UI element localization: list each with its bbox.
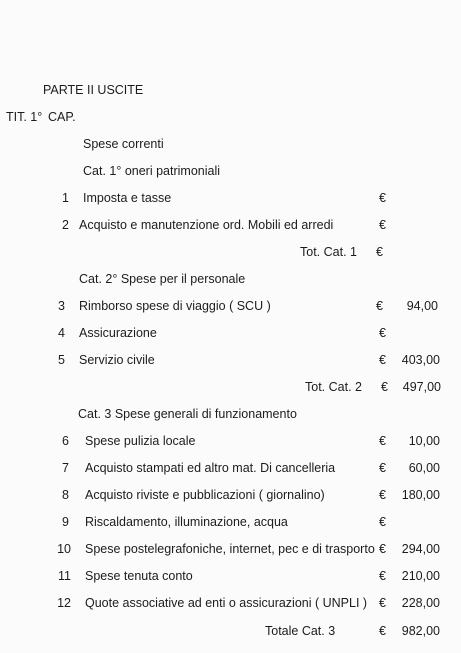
section-title: Spese correnti <box>83 137 164 151</box>
cat1-title: Cat. 1° oneri patrimoniali <box>83 164 221 178</box>
euro-sign: € <box>379 326 386 340</box>
item-number: 3 <box>58 299 65 313</box>
cat2-total-label: Tot. Cat. 2 <box>305 380 362 394</box>
item-amount: 94,00 <box>406 299 438 313</box>
euro-sign: € <box>379 191 386 205</box>
item-label: Acquisto e manutenzione ord. Mobili ed arredi <box>79 218 334 232</box>
euro-sign: € <box>379 515 386 529</box>
item-label: Rimborso spese di viaggio ( SCU ) <box>79 299 271 313</box>
item-label: Spese pulizia locale <box>85 434 196 448</box>
item-amount: 180,00 <box>401 488 440 502</box>
item-number: 2 <box>62 218 69 232</box>
euro-sign: € <box>379 353 386 367</box>
item-amount: 60,00 <box>408 461 440 475</box>
euro-sign: € <box>379 218 386 232</box>
item-number: 12 <box>57 596 71 610</box>
cat2-total-amount: 497,00 <box>402 380 441 394</box>
cat2-title: Cat. 2° Spese per il personale <box>79 272 246 286</box>
euro-sign: € <box>379 488 386 502</box>
euro-sign: € <box>379 434 386 448</box>
cat3-total-amount: 982,00 <box>401 624 440 638</box>
item-amount: 210,00 <box>401 569 440 583</box>
item-number: 10 <box>57 542 71 556</box>
part-heading: PARTE II USCITE <box>43 83 144 97</box>
item-label: Acquisto stampati ed altro mat. Di cancelleria <box>85 461 336 475</box>
item-label: Imposta e tasse <box>83 191 172 205</box>
item-label: Riscaldamento, illuminazione, acqua <box>85 515 288 529</box>
euro-sign: € <box>376 245 383 259</box>
cat3-title: Cat. 3 Spese generali di funzionamento <box>78 407 297 421</box>
item-number: 8 <box>62 488 69 502</box>
item-number: 5 <box>58 353 65 367</box>
euro-sign: € <box>376 299 383 313</box>
item-amount: 294,00 <box>401 542 440 556</box>
item-label: Spese postelegrafoniche, internet, pec e di trasporto <box>85 542 375 556</box>
item-number: 7 <box>62 461 69 475</box>
euro-sign: € <box>379 624 386 638</box>
tit-label: TIT. 1° <box>6 110 43 124</box>
item-label: Quote associative ad enti o assicurazioni ( UNPLI ) <box>85 596 368 610</box>
cat1-total-label: Tot. Cat. 1 <box>300 245 357 259</box>
item-label: Acquisto riviste e pubblicazioni ( giornalino) <box>85 488 325 502</box>
cat3-total-label: Totale Cat. 3 <box>265 624 336 638</box>
item-number: 4 <box>58 326 65 340</box>
item-number: 11 <box>58 569 71 583</box>
item-amount: 10,00 <box>408 434 440 448</box>
euro-sign: € <box>381 380 388 394</box>
euro-sign: € <box>379 569 386 583</box>
item-amount: 228,00 <box>401 596 440 610</box>
item-label: Assicurazione <box>79 326 157 340</box>
euro-sign: € <box>379 542 386 556</box>
item-number: 1 <box>62 191 69 205</box>
cap-label: CAP. <box>48 110 76 124</box>
item-label: Servizio civile <box>79 353 155 367</box>
item-number: 9 <box>62 515 69 529</box>
item-amount: 403,00 <box>401 353 440 367</box>
item-number: 6 <box>62 434 69 448</box>
euro-sign: € <box>379 461 386 475</box>
euro-sign: € <box>379 596 386 610</box>
item-label: Spese tenuta conto <box>85 569 193 583</box>
